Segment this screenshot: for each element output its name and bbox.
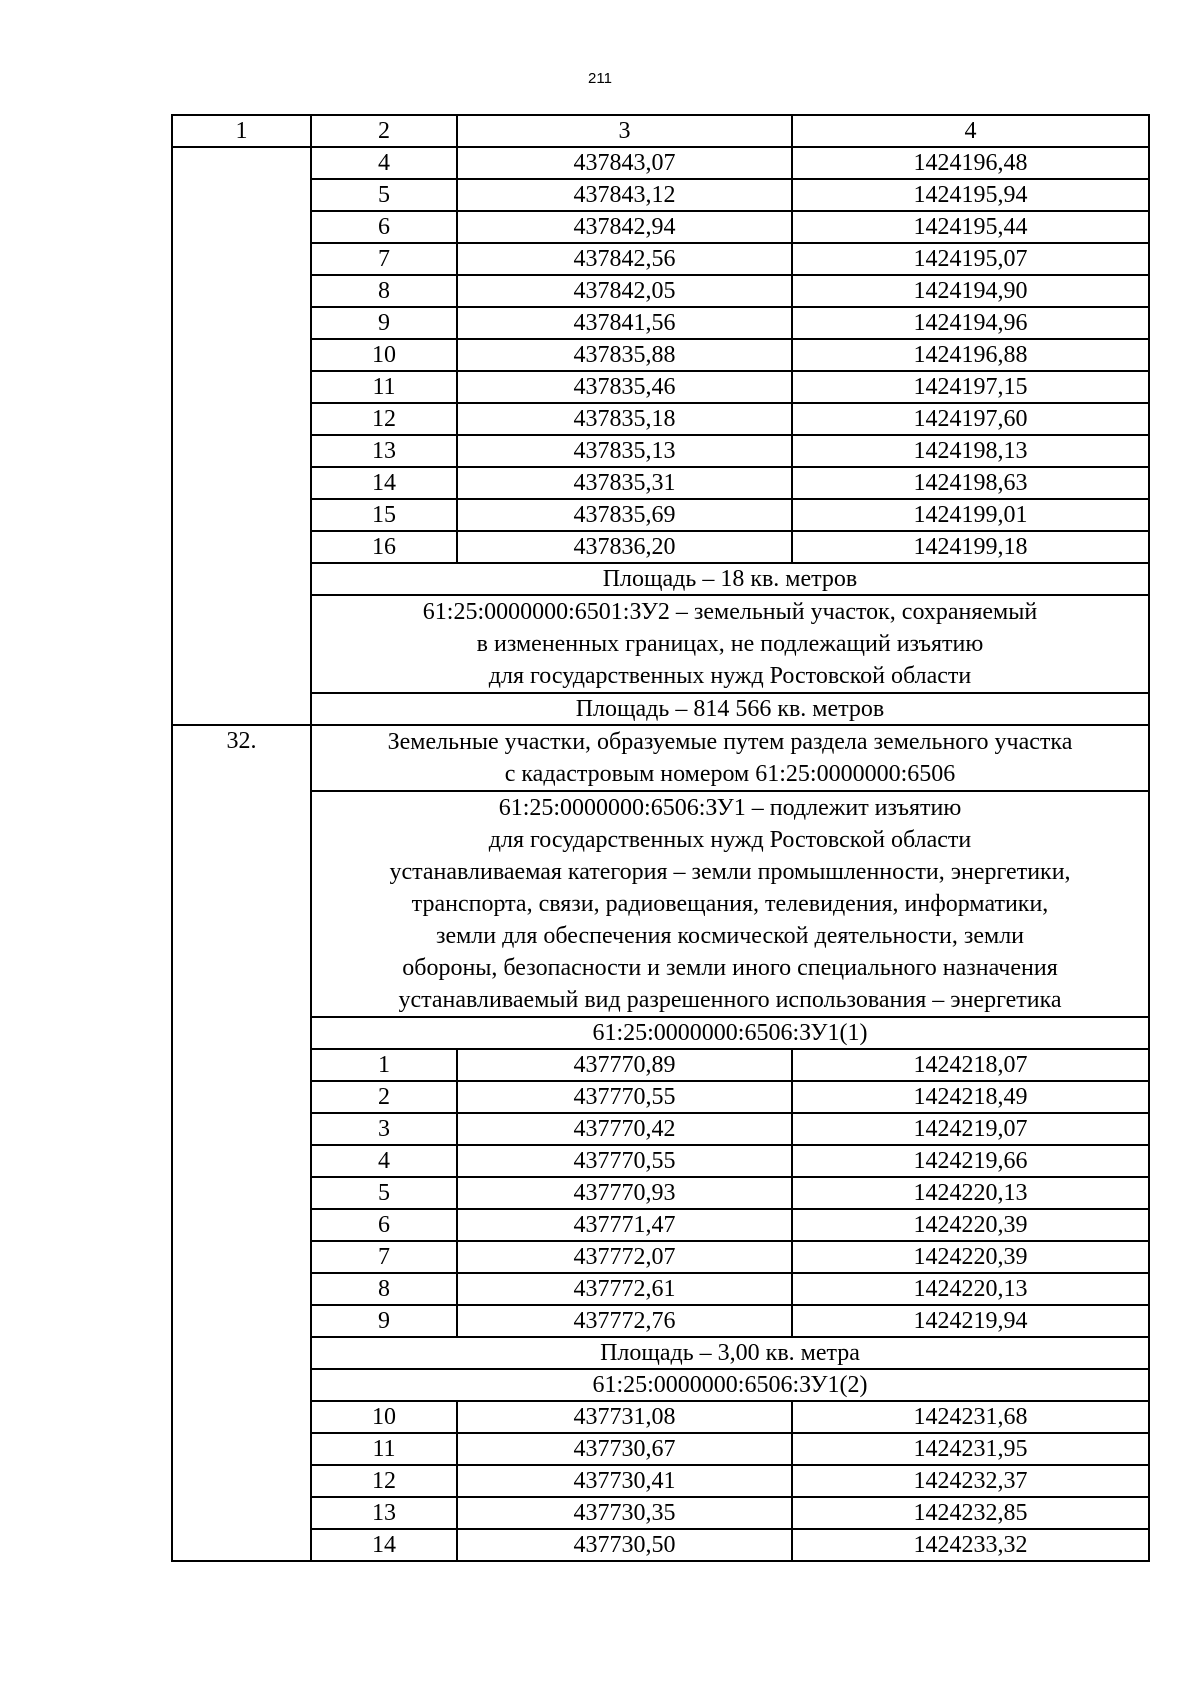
point-number-cell: 7	[311, 243, 457, 275]
y-coordinate-cell: 1424219,07	[792, 1113, 1149, 1145]
x-coordinate-cell: 437770,42	[457, 1113, 792, 1145]
coordinate-row	[172, 243, 1149, 275]
y-coordinate-cell: 1424220,39	[792, 1209, 1149, 1241]
area-row	[172, 1337, 1149, 1369]
x-coordinate-cell: 437835,46	[457, 371, 792, 403]
y-coordinate-cell: 1424198,13	[792, 435, 1149, 467]
y-coordinate-cell: 1424195,07	[792, 243, 1149, 275]
y-coordinate-cell: 1424194,90	[792, 275, 1149, 307]
column-header: 4	[792, 115, 1149, 147]
x-coordinate-cell: 437770,55	[457, 1081, 792, 1113]
point-number-cell: 1	[311, 1049, 457, 1081]
parcel-description	[311, 791, 1149, 1017]
coordinate-row	[172, 275, 1149, 307]
subparcel-title: 61:25:0000000:6506:ЗУ1(2)	[311, 1369, 1149, 1401]
x-coordinate-cell: 437835,13	[457, 435, 792, 467]
point-number-cell: 16	[311, 531, 457, 563]
x-coordinate-cell: 437770,89	[457, 1049, 792, 1081]
coordinate-row	[172, 1209, 1149, 1241]
y-coordinate-cell: 1424233,32	[792, 1529, 1149, 1561]
x-coordinate-cell: 437770,55	[457, 1145, 792, 1177]
coordinate-row	[172, 147, 1149, 179]
y-coordinate-cell: 1424196,48	[792, 147, 1149, 179]
y-coordinate-cell: 1424195,44	[792, 211, 1149, 243]
description-row	[172, 595, 1149, 693]
point-number-cell: 5	[311, 179, 457, 211]
y-coordinate-cell: 1424197,60	[792, 403, 1149, 435]
x-coordinate-cell: 437835,31	[457, 467, 792, 499]
parcel-description-line: для государственных нужд Ростовской области	[488, 663, 972, 689]
x-coordinate-cell: 437835,69	[457, 499, 792, 531]
y-coordinate-cell: 1424220,39	[792, 1241, 1149, 1273]
coordinate-row	[172, 1401, 1149, 1433]
point-number-cell: 14	[311, 467, 457, 499]
x-coordinate-cell: 437731,08	[457, 1401, 792, 1433]
area-row	[172, 563, 1149, 595]
y-coordinate-cell: 1424232,37	[792, 1465, 1149, 1497]
y-coordinate-cell: 1424219,66	[792, 1145, 1149, 1177]
coordinate-row	[172, 435, 1149, 467]
y-coordinate-cell: 1424195,94	[792, 179, 1149, 211]
point-number-cell: 4	[311, 147, 457, 179]
y-coordinate-cell: 1424218,49	[792, 1081, 1149, 1113]
y-coordinate-cell: 1424219,94	[792, 1305, 1149, 1337]
coordinate-row	[172, 1049, 1149, 1081]
y-coordinate-cell: 1424220,13	[792, 1177, 1149, 1209]
y-coordinate-cell: 1424218,07	[792, 1049, 1149, 1081]
x-coordinate-cell: 437772,61	[457, 1273, 792, 1305]
point-number-cell: 3	[311, 1113, 457, 1145]
section-title	[311, 725, 1149, 791]
section-title-line: Земельные участки, образуемые путем раздела земельного участка	[387, 729, 1073, 755]
section-title-row	[172, 725, 1149, 791]
point-number-cell: 6	[311, 211, 457, 243]
point-number-cell: 13	[311, 435, 457, 467]
header-row	[172, 115, 1149, 147]
y-coordinate-cell: 1424197,15	[792, 371, 1149, 403]
coordinate-row	[172, 1113, 1149, 1145]
coordinate-row	[172, 1081, 1149, 1113]
x-coordinate-cell: 437835,18	[457, 403, 792, 435]
y-coordinate-cell: 1424220,13	[792, 1273, 1149, 1305]
parcel-description-line: устанавливаемая категория – земли промышленности, энергетики,	[389, 859, 1071, 885]
coordinate-row	[172, 371, 1149, 403]
parcel-description-line: обороны, безопасности и земли иного специального назначения	[402, 955, 1058, 981]
y-coordinate-cell: 1424231,95	[792, 1433, 1149, 1465]
section-number-cell	[172, 147, 311, 725]
area-cell: Площадь – 18 кв. метров	[311, 563, 1149, 595]
point-number-cell: 5	[311, 1177, 457, 1209]
y-coordinate-cell: 1424198,63	[792, 467, 1149, 499]
coordinate-row	[172, 1465, 1149, 1497]
section-title-line: с кадастровым номером 61:25:0000000:6506	[504, 761, 956, 787]
point-number-cell: 7	[311, 1241, 457, 1273]
coordinates-table	[171, 114, 1150, 1562]
coordinate-row	[172, 1305, 1149, 1337]
x-coordinate-cell: 437772,07	[457, 1241, 792, 1273]
area-cell: Площадь – 3,00 кв. метра	[311, 1337, 1149, 1369]
x-coordinate-cell: 437730,50	[457, 1529, 792, 1561]
point-number-cell: 8	[311, 1273, 457, 1305]
coordinate-row	[172, 499, 1149, 531]
subparcel-title-row	[172, 1017, 1149, 1049]
area-cell: Площадь – 814 566 кв. метров	[311, 693, 1149, 725]
x-coordinate-cell: 437842,56	[457, 243, 792, 275]
y-coordinate-cell: 1424196,88	[792, 339, 1149, 371]
point-number-cell: 9	[311, 1305, 457, 1337]
point-number-cell: 10	[311, 1401, 457, 1433]
parcel-description	[311, 595, 1149, 693]
point-number-cell: 12	[311, 403, 457, 435]
parcel-description-line: устанавливаемый вид разрешенного использования – энергетика	[398, 987, 1062, 1013]
x-coordinate-cell: 437771,47	[457, 1209, 792, 1241]
column-header: 2	[311, 115, 457, 147]
coordinate-row	[172, 1177, 1149, 1209]
x-coordinate-cell: 437730,35	[457, 1497, 792, 1529]
y-coordinate-cell: 1424231,68	[792, 1401, 1149, 1433]
x-coordinate-cell: 437770,93	[457, 1177, 792, 1209]
point-number-cell: 13	[311, 1497, 457, 1529]
y-coordinate-cell: 1424232,85	[792, 1497, 1149, 1529]
point-number-cell: 8	[311, 275, 457, 307]
page-number: 211	[588, 70, 612, 87]
point-number-cell: 2	[311, 1081, 457, 1113]
x-coordinate-cell: 437730,67	[457, 1433, 792, 1465]
x-coordinate-cell: 437772,76	[457, 1305, 792, 1337]
point-number-cell: 15	[311, 499, 457, 531]
coordinate-row	[172, 1529, 1149, 1561]
coordinate-row	[172, 1497, 1149, 1529]
x-coordinate-cell: 437842,94	[457, 211, 792, 243]
parcel-description-line: 61:25:0000000:6501:ЗУ2 – земельный участок, сохраняемый	[422, 599, 1038, 625]
parcel-description-line: земли для обеспечения космической деятельности, земли	[435, 923, 1025, 949]
area-row	[172, 693, 1149, 725]
subparcel-title-row	[172, 1369, 1149, 1401]
point-number-cell: 12	[311, 1465, 457, 1497]
column-header: 3	[457, 115, 792, 147]
coordinate-row	[172, 1145, 1149, 1177]
coordinate-row	[172, 211, 1149, 243]
parcel-description-line: для государственных нужд Ростовской области	[488, 827, 972, 853]
coordinate-row	[172, 179, 1149, 211]
x-coordinate-cell: 437841,56	[457, 307, 792, 339]
y-coordinate-cell: 1424199,18	[792, 531, 1149, 563]
coordinate-row	[172, 1241, 1149, 1273]
point-number-cell: 6	[311, 1209, 457, 1241]
parcel-description-line: 61:25:0000000:6506:ЗУ1 – подлежит изъятию	[498, 795, 962, 821]
point-number-cell: 9	[311, 307, 457, 339]
coordinate-row	[172, 339, 1149, 371]
coordinate-row	[172, 531, 1149, 563]
x-coordinate-cell: 437843,07	[457, 147, 792, 179]
x-coordinate-cell: 437730,41	[457, 1465, 792, 1497]
description-row	[172, 791, 1149, 1017]
coordinate-row	[172, 403, 1149, 435]
coordinate-row	[172, 1273, 1149, 1305]
y-coordinate-cell: 1424194,96	[792, 307, 1149, 339]
point-number-cell: 4	[311, 1145, 457, 1177]
x-coordinate-cell: 437842,05	[457, 275, 792, 307]
parcel-description-line: в измененных границах, не подлежащий изъятию	[476, 631, 984, 657]
column-header: 1	[172, 115, 311, 147]
point-number-cell: 11	[311, 371, 457, 403]
subparcel-title: 61:25:0000000:6506:ЗУ1(1)	[311, 1017, 1149, 1049]
section-number-cell: 32.	[172, 725, 311, 1561]
point-number-cell: 14	[311, 1529, 457, 1561]
coordinate-row	[172, 307, 1149, 339]
parcel-description-line: транспорта, связи, радиовещания, телевидения, информатики,	[411, 891, 1049, 917]
x-coordinate-cell: 437843,12	[457, 179, 792, 211]
x-coordinate-cell: 437836,20	[457, 531, 792, 563]
coordinate-row	[172, 467, 1149, 499]
y-coordinate-cell: 1424199,01	[792, 499, 1149, 531]
x-coordinate-cell: 437835,88	[457, 339, 792, 371]
point-number-cell: 10	[311, 339, 457, 371]
point-number-cell: 11	[311, 1433, 457, 1465]
coordinate-row	[172, 1433, 1149, 1465]
